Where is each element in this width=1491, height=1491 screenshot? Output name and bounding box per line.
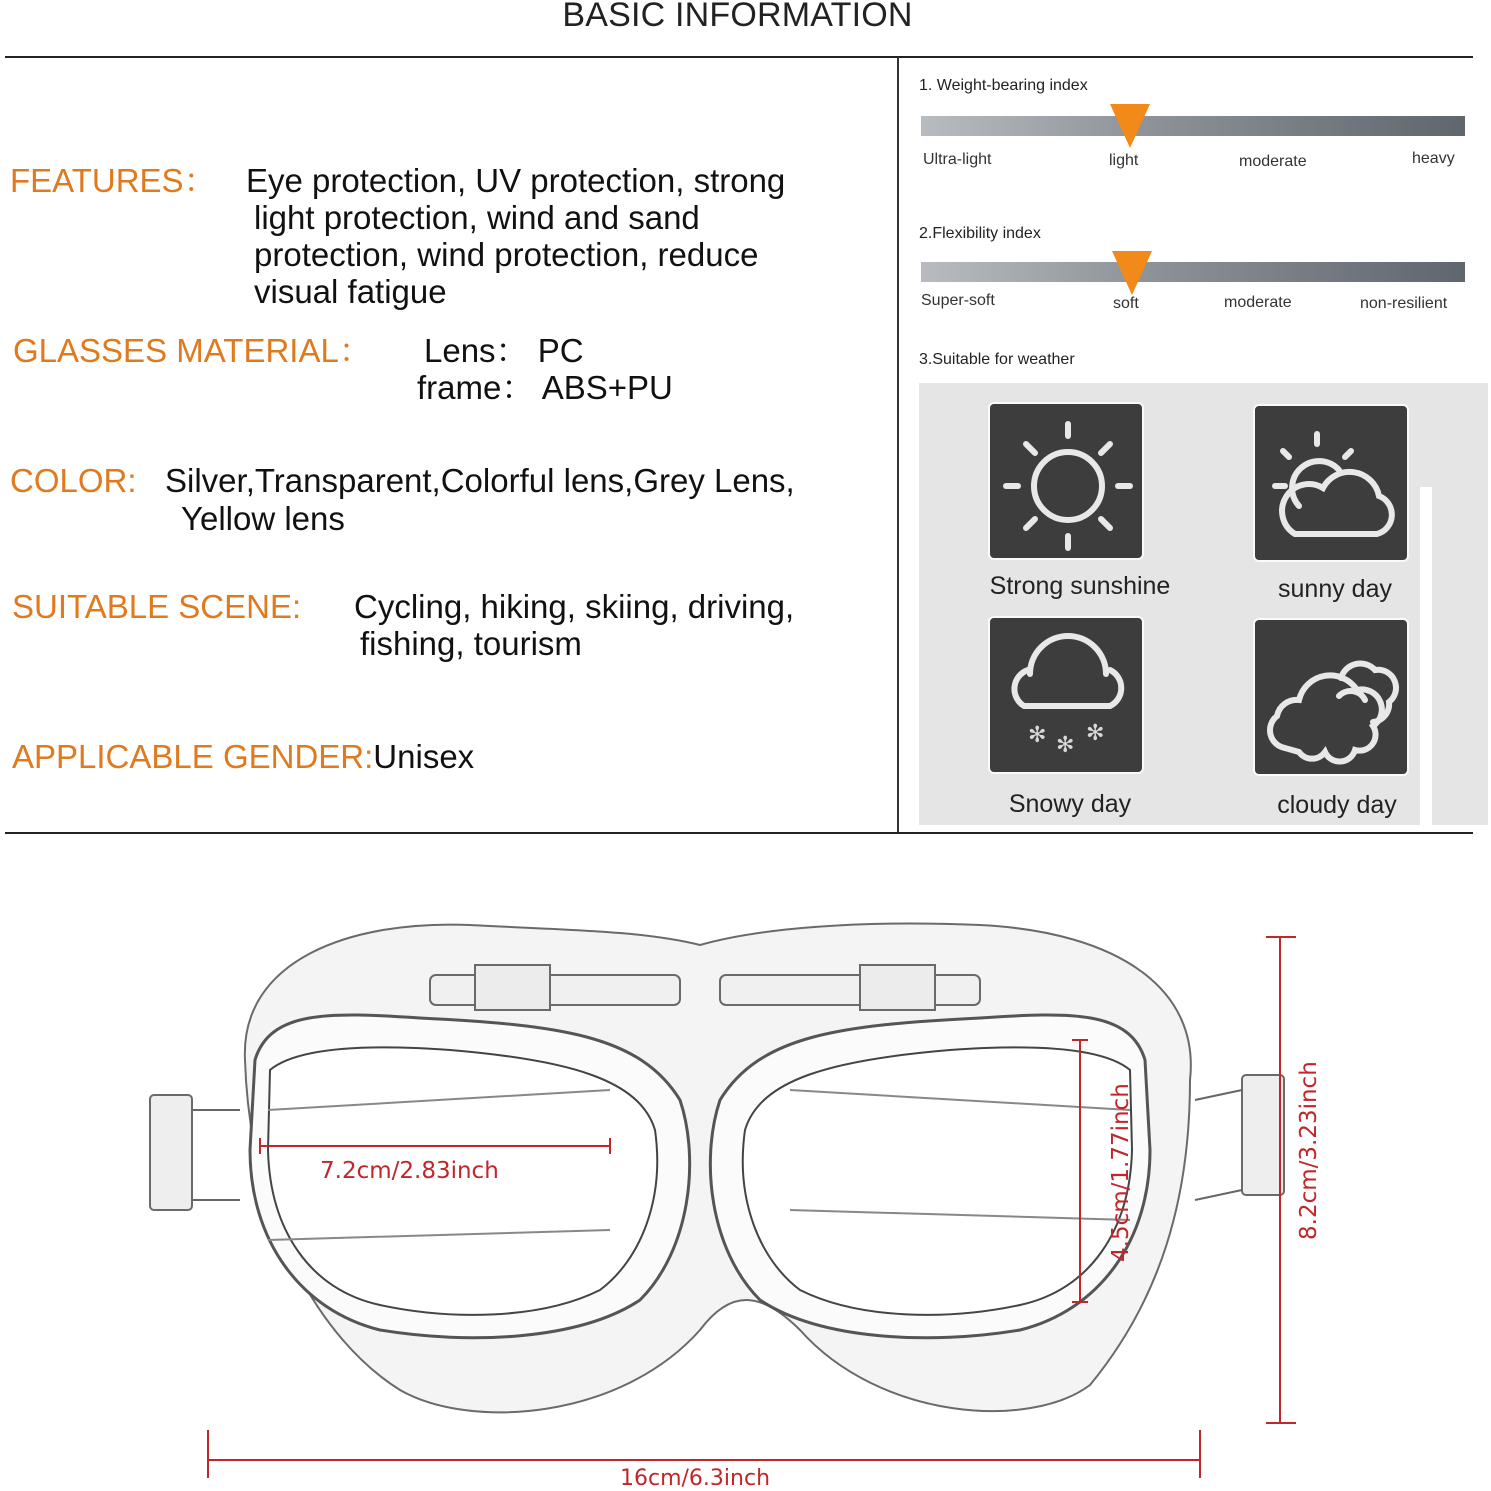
total-width-dimension: 16cm/6.3inch (620, 1466, 771, 1491)
snow-cloud-icon (988, 616, 1144, 774)
lens-width-dimension: 7.2cm/2.83inch (320, 1158, 499, 1184)
features-line-3: protection, wind protection, reduce (254, 236, 759, 273)
suitable-scene-label: SUITABLE SCENE: (12, 588, 302, 625)
flex-tick-moderate: moderate (1224, 294, 1292, 311)
frame-material: frame： ABS+PU (417, 369, 673, 406)
weight-tick-moderate: moderate (1239, 153, 1307, 170)
svg-text:✻: ✻ (1028, 723, 1047, 748)
weight-tick-heavy: heavy (1412, 150, 1455, 167)
flex-tick-super-soft: Super-soft (921, 292, 995, 309)
top-divider (5, 56, 1473, 58)
weather-title: 3.Suitable for weather (919, 351, 1075, 368)
bottom-divider (5, 832, 1473, 834)
features-line-2: light protection, wind and sand (254, 199, 700, 236)
sun-cloud-icon (1253, 404, 1409, 562)
spec-features (10, 162, 217, 199)
sun-icon (988, 402, 1144, 560)
weight-index-bar (921, 116, 1465, 136)
scene-line-2: fishing, tourism (360, 625, 582, 662)
gender-value: Unisex (373, 738, 475, 775)
weight-index-marker (1110, 104, 1150, 148)
spec-gender (12, 738, 474, 775)
features-label: FEATURES： (10, 162, 217, 199)
clouds-icon (1253, 618, 1409, 776)
weight-tick-light: light (1109, 152, 1139, 169)
features-line-1: Eye protection, UV protection, strong (246, 162, 786, 199)
gender-label: APPLICABLE GENDER: (12, 738, 374, 775)
flexibility-index-title: 2.Flexibility index (919, 225, 1041, 242)
svg-text:✻: ✻ (1086, 721, 1105, 746)
vertical-divider (897, 57, 899, 833)
weather-label-sunny-day: sunny day (1278, 575, 1392, 603)
total-height-dimension: 8.2cm/3.23inch (1296, 1061, 1322, 1240)
weather-label-cloudy-day: cloudy day (1277, 791, 1397, 819)
panel-gap (1420, 487, 1432, 832)
flexibility-index-marker (1112, 251, 1152, 295)
weight-index-title: 1. Weight-bearing index (919, 77, 1088, 94)
flex-tick-soft: soft (1113, 295, 1139, 312)
lens-material: Lens： PC (424, 332, 584, 369)
flexibility-index-bar (921, 262, 1465, 282)
lens-height-dimension: 4.5cm/1.77inch (1108, 1083, 1134, 1262)
weight-tick-ultra-light: Ultra-light (923, 151, 992, 168)
color-line-1: Silver,Transparent,Colorful lens,Grey Lens, (165, 462, 795, 499)
glasses-material-label: GLASSES MATERIAL： (13, 332, 372, 369)
page-title-text: BASIC INFORMATION (562, 0, 913, 34)
color-label: COLOR: (10, 462, 137, 499)
scene-line-1: Cycling, hiking, skiing, driving, (354, 588, 795, 625)
weather-label-snowy-day: Snowy day (1008, 790, 1132, 818)
svg-text:✻: ✻ (1056, 733, 1075, 758)
page-title (0, 0, 1491, 35)
weather-label-strong-sunshine: Strong sunshine (989, 572, 1171, 600)
color-line-2: Yellow lens (181, 500, 345, 537)
features-line-4: visual fatigue (254, 273, 447, 310)
flex-tick-non-resilient: non-resilient (1360, 295, 1448, 312)
goggles-illustration (0, 840, 1491, 1491)
